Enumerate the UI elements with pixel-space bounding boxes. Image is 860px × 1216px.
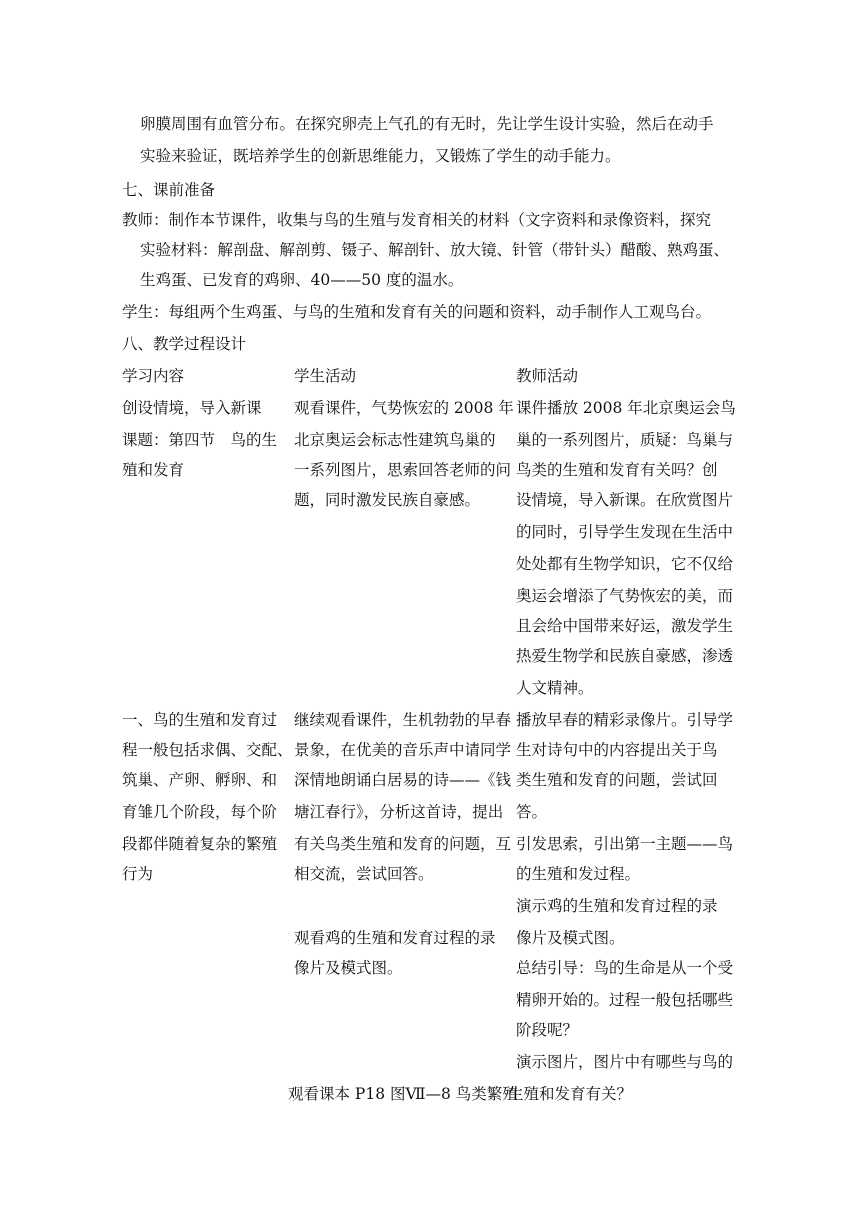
content-line: 段都伴随着复杂的繁殖 [122, 835, 278, 853]
teacher-activity-line: 答。 [516, 803, 548, 821]
student-activity-line: 像片及模式图。 [294, 959, 403, 977]
content-line: 殖和发育 [122, 461, 185, 479]
teacher-activity-line: 巢的一系列图片，质疑：鸟巢与 [516, 431, 734, 449]
student-activity-line: 有关鸟类生殖和发育的问题，互 [294, 835, 512, 853]
column-header-student: 学生活动 [294, 367, 357, 385]
intro-line-1: 卵膜周围有血管分布。在探究卵壳上气孔的有无时，先让学生设计实验，然后在动手 [140, 115, 714, 133]
section8-heading: 八、教学过程设计 [122, 335, 247, 353]
student-activity-line: 一系列图片，思索回答老师的问 [294, 461, 512, 479]
teacher-activity-line: 引发思索，引出第一主题——鸟 [516, 835, 734, 853]
student-activity-line: 观看课件，气势恢宏的 2008 年 [294, 399, 514, 417]
teacher-activity-line: 播放早春的精彩录像片。引导学 [516, 711, 734, 729]
student-activity-line: 景象，在优美的音乐声中请同学 [294, 741, 512, 759]
teacher-prep-line: 实验材料：解剖盘、解剖剪、镊子、解剖针、放大镜、针管（带针头）醋酸、熟鸡蛋、 [140, 241, 730, 259]
student-activity-line: 继续观看课件，生机勃勃的早春 [294, 711, 512, 729]
content-line: 程一般包括求偶、交配、 [122, 741, 293, 759]
teacher-prep-line: 教师：制作本节课件，收集与鸟的生殖与发育相关的材料（文字资料和录像资料，探究 [122, 211, 712, 229]
teacher-prep-line: 生鸡蛋、已发育的鸡卵、40——50 度的温水。 [140, 271, 464, 289]
student-prep-line: 学生：每组两个生鸡蛋、与鸟的生殖和发育有关的问题和资料，动手制作人工观鸟台。 [122, 303, 712, 321]
teacher-activity-line: 处处都有生物学知识，它不仅给 [516, 555, 734, 573]
content-line: 筑巢、产卵、孵卵、和 [122, 771, 278, 789]
section7-heading: 七、课前准备 [122, 181, 216, 199]
content-line: 创设情境，导入新课 [122, 399, 262, 417]
content-line: 一、鸟的生殖和发育过 [122, 711, 278, 729]
student-activity-line: 深情地朗诵白居易的诗——《钱 [294, 771, 512, 789]
teacher-activity-line: 热爱生物学和民族自豪感，渗透 [516, 647, 734, 665]
content-line: 行为 [122, 865, 154, 883]
teacher-activity-line: 鸟类的生殖和发育有关吗？创 [516, 461, 718, 479]
student-activity-line: 题，同时激发民族自豪感。 [294, 491, 481, 509]
student-activity-line: 相交流，尝试回答。 [294, 865, 434, 883]
student-activity-line: 观看课本 P18 图Ⅶ—8 鸟类繁殖 [288, 1085, 518, 1103]
teacher-activity-line: 类生殖和发育的问题，尝试回 [516, 771, 718, 789]
teacher-activity-line: 的同时，引导学生发现在生活中 [516, 523, 734, 541]
teacher-activity-line: 设情境，导入新课。在欣赏图片 [516, 491, 734, 509]
teacher-activity-line: 像片及模式图。 [516, 929, 625, 947]
teacher-activity-line: 生对诗句中的内容提出关于鸟 [516, 741, 718, 759]
intro-line-2: 实验来验证，既培养学生的创新思维能力，又锻炼了学生的动手能力。 [140, 147, 621, 165]
teacher-activity-line: 精卵开始的。过程一般包括哪些 [516, 991, 734, 1009]
student-activity-line: 北京奥运会标志性建筑鸟巢的 [294, 431, 496, 449]
column-header-content: 学习内容 [122, 367, 185, 385]
teacher-activity-line: 奥运会增添了气势恢宏的美，而 [516, 587, 734, 605]
teacher-activity-line: 人文精神。 [516, 679, 594, 697]
teacher-activity-line: 且会给中国带来好运，激发学生 [516, 617, 734, 635]
content-line: 课题：第四节 鸟的生 [122, 431, 278, 449]
teacher-activity-line: 总结引导：鸟的生命是从一个受 [516, 959, 734, 977]
teacher-activity-line: 阶段呢？ [516, 1021, 579, 1039]
teacher-activity-line: 演示图片，图片中有哪些与鸟的 [516, 1053, 734, 1071]
content-line: 育雏几个阶段，每个阶 [122, 803, 278, 821]
teacher-activity-line: 课件播放 2008 年北京奥运会鸟 [516, 399, 736, 417]
column-header-teacher: 教师活动 [516, 367, 579, 385]
teacher-activity-line: 生殖和发育有关？ [508, 1085, 633, 1103]
teacher-activity-line: 的生殖和发过程。 [516, 865, 641, 883]
student-activity-line: 观看鸡的生殖和发育过程的录 [294, 929, 496, 947]
teacher-activity-line: 演示鸡的生殖和发育过程的录 [516, 897, 718, 915]
student-activity-line: 塘江春行》，分析这首诗，提出 [294, 803, 504, 821]
